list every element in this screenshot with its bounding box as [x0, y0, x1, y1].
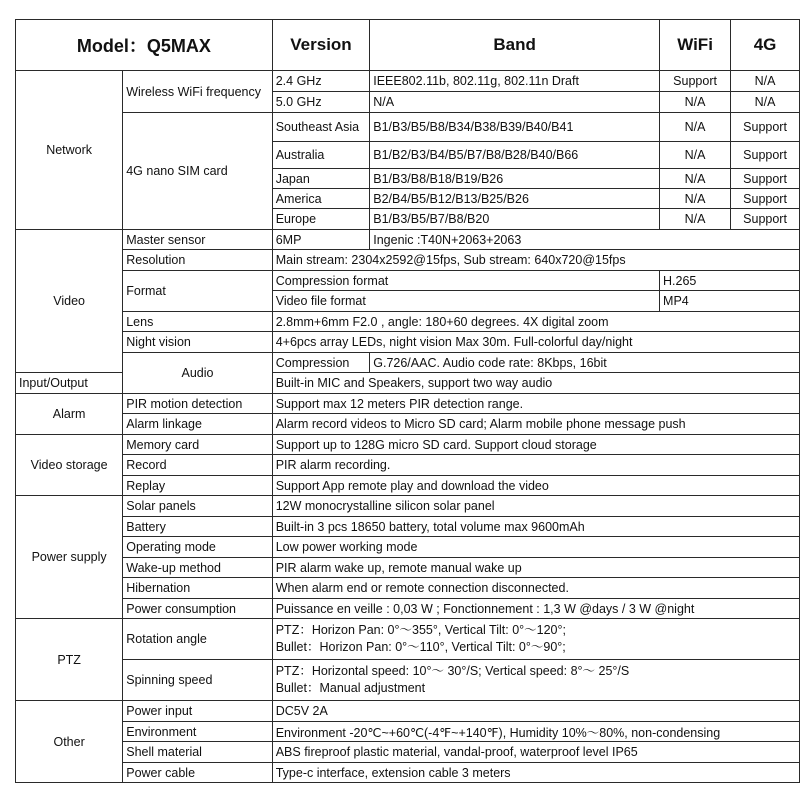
- wifi-cell: N/A: [660, 189, 731, 209]
- spec-label: Night vision: [123, 332, 272, 353]
- spec-label-wifi-frequency: Wireless WiFi frequency: [123, 71, 272, 113]
- table-row: [16, 476, 800, 496]
- wifi-cell: N/A: [660, 92, 731, 113]
- table-row: [16, 435, 800, 455]
- spec-value: Type-c interface, extension cable 3 meters: [272, 763, 799, 783]
- 4g-cell: N/A: [731, 92, 800, 113]
- table-row: [16, 517, 800, 537]
- spec-value: Alarm record videos to Micro SD card; Alarm mobile phone message push: [272, 414, 799, 435]
- category-power-supply: Power supply: [16, 496, 123, 619]
- table-row: [16, 660, 800, 701]
- wifi-cell: N/A: [660, 142, 731, 169]
- spec-label: Record: [123, 455, 272, 476]
- spec-label: Power consumption: [123, 599, 272, 619]
- spec-value: ABS fireproof plastic material, vandal-proof, waterproof level IP65: [272, 742, 799, 763]
- wifi-cell: N/A: [660, 209, 731, 230]
- spec-label: Battery: [123, 517, 272, 537]
- spec-label: Environment: [123, 722, 272, 742]
- wifi-cell: N/A: [660, 169, 731, 189]
- spec-label: Resolution: [123, 250, 272, 271]
- spec-label: Memory card: [123, 435, 272, 455]
- version-header: Version: [272, 20, 370, 71]
- table-row: [16, 722, 800, 742]
- table-row: [16, 394, 800, 414]
- band-cell: B1/B2/B3/B4/B5/B7/B8/B28/B40/B66: [370, 142, 660, 169]
- spec-value: [272, 660, 799, 701]
- table-row: [16, 71, 800, 92]
- band-cell: B1/B3/B5/B7/B8/B20: [370, 209, 660, 230]
- 4g-cell: Support: [731, 113, 800, 142]
- version-cell: 2.4 GHz: [272, 71, 370, 92]
- spec-value: When alarm end or remote connection disconnected.: [272, 578, 799, 599]
- table-row: [16, 558, 800, 578]
- spec-value: Support up to 128G micro SD card. Support cloud storage: [272, 435, 799, 455]
- table-row: [16, 113, 800, 142]
- spec-value: Environment -20℃~+60℃(-4℉~+140℉), Humidity 10%～80%, non-condensing: [272, 722, 799, 742]
- band-header: Band: [370, 20, 660, 71]
- table-row: [16, 271, 800, 291]
- 4g-cell: N/A: [731, 71, 800, 92]
- spec-value: Puissance en veille : 0,03 W ; Fonctionnement : 1,3 W @days / 3 W @night: [272, 599, 799, 619]
- band-cell: B1/B3/B5/B8/B34/B38/B39/B40/B41: [370, 113, 660, 142]
- spec-sublabel: Compression format: [272, 271, 659, 291]
- spec-value-extra: Ingenic :T40N+2063+2063: [370, 230, 800, 250]
- table-row: [16, 701, 800, 722]
- spec-value: MP4: [660, 291, 800, 312]
- category-alarm: Alarm: [16, 394, 123, 435]
- spec-value-line: PTZ：Horizontal speed: 10°～ 30°/S; Vertical speed: 8°～ 25°/S: [275, 664, 630, 678]
- band-cell: N/A: [370, 92, 660, 113]
- spec-value: [272, 619, 799, 660]
- spec-label: Power input: [123, 701, 272, 722]
- header-row: [16, 20, 800, 71]
- 4g-header: 4G: [731, 20, 800, 71]
- spec-value: H.265: [660, 271, 800, 291]
- spec-label: Rotation angle: [123, 619, 272, 660]
- category-video: Video: [16, 230, 123, 373]
- version-cell: 5.0 GHz: [272, 92, 370, 113]
- version-cell: Europe: [272, 209, 370, 230]
- table-row: [16, 496, 800, 517]
- spec-sublabel: Video file format: [272, 291, 659, 312]
- table-row: [16, 742, 800, 763]
- version-cell: Japan: [272, 169, 370, 189]
- spec-label: Hibernation: [123, 578, 272, 599]
- table-row: [16, 537, 800, 558]
- version-cell: America: [272, 189, 370, 209]
- spec-label: Compression: [272, 353, 370, 373]
- wifi-header: WiFi: [660, 20, 731, 71]
- category-video-storage: Video storage: [16, 435, 123, 496]
- 4g-cell: Support: [731, 209, 800, 230]
- spec-label: Spinning speed: [123, 660, 272, 701]
- spec-value: Built-in MIC and Speakers, support two way audio: [272, 373, 799, 394]
- version-cell: Australia: [272, 142, 370, 169]
- table-row: [16, 230, 800, 250]
- spec-value: 2.8mm+6mm F2.0 , angle: 180+60 degrees. 4X digital zoom: [272, 312, 799, 332]
- table-row: [16, 353, 800, 373]
- spec-value: Built-in 3 pcs 18650 battery, total volume max 9600mAh: [272, 517, 799, 537]
- spec-value: PIR alarm wake up, remote manual wake up: [272, 558, 799, 578]
- spec-value: G.726/AAC. Audio code rate: 8Kbps, 16bit: [370, 353, 800, 373]
- 4g-cell: Support: [731, 169, 800, 189]
- band-cell: IEEE802.11b, 802.11g, 802.11n Draft: [370, 71, 660, 92]
- spec-value: Low power working mode: [272, 537, 799, 558]
- spec-label: Power cable: [123, 763, 272, 783]
- band-cell: B1/B3/B8/B18/B19/B26: [370, 169, 660, 189]
- version-cell: Southeast Asia: [272, 113, 370, 142]
- spec-value: PIR alarm recording.: [272, 455, 799, 476]
- spec-value: Support max 12 meters PIR detection range.: [272, 394, 799, 414]
- spec-value: Main stream: 2304x2592@15fps, Sub stream: 640x720@15fps: [272, 250, 799, 271]
- wifi-cell: Support: [660, 71, 731, 92]
- spec-label: Format: [123, 271, 272, 312]
- spec-value: DC5V 2A: [272, 701, 799, 722]
- category-audio: Audio: [123, 353, 272, 394]
- category-other: Other: [16, 701, 123, 783]
- category-network: Network: [16, 71, 123, 230]
- spec-label: Alarm linkage: [123, 414, 272, 435]
- spec-label: Master sensor: [123, 230, 272, 250]
- table-row: [16, 619, 800, 660]
- spec-value-line: Bullet：Manual adjustment: [275, 681, 426, 695]
- 4g-cell: Support: [731, 142, 800, 169]
- spec-value: 6MP: [272, 230, 370, 250]
- spec-label: Wake-up method: [123, 558, 272, 578]
- spec-label: Input/Output: [16, 373, 123, 394]
- table-row: [16, 763, 800, 783]
- spec-label-sim-card: 4G nano SIM card: [123, 113, 272, 230]
- model-title: Model：Q5MAX: [16, 20, 273, 71]
- table-row: [16, 332, 800, 353]
- 4g-cell: Support: [731, 189, 800, 209]
- spec-label: PIR motion detection: [123, 394, 272, 414]
- table-row: [16, 578, 800, 599]
- table-row: [16, 414, 800, 435]
- table-row: [16, 455, 800, 476]
- band-cell: B2/B4/B5/B12/B13/B25/B26: [370, 189, 660, 209]
- table-row: [16, 312, 800, 332]
- spec-value: Support App remote play and download the video: [272, 476, 799, 496]
- spec-value: 4+6pcs array LEDs, night vision Max 30m. Full-colorful day/night: [272, 332, 799, 353]
- spec-label: Operating mode: [123, 537, 272, 558]
- wifi-cell: N/A: [660, 113, 731, 142]
- table-row: [16, 250, 800, 271]
- category-ptz: PTZ: [16, 619, 123, 701]
- spec-label: Shell material: [123, 742, 272, 763]
- table-row: [16, 599, 800, 619]
- spec-value-line: Bullet：Horizon Pan: 0°～110°, Vertical Tilt: 0°～90°;: [275, 640, 566, 654]
- spec-label: Lens: [123, 312, 272, 332]
- spec-label: Solar panels: [123, 496, 272, 517]
- spec-value: 12W monocrystalline silicon solar panel: [272, 496, 799, 517]
- spec-label: Replay: [123, 476, 272, 496]
- spec-value-line: PTZ：Horizon Pan: 0°～355°, Vertical Tilt: 0°～120°;: [275, 623, 566, 637]
- spec-table: [15, 19, 800, 783]
